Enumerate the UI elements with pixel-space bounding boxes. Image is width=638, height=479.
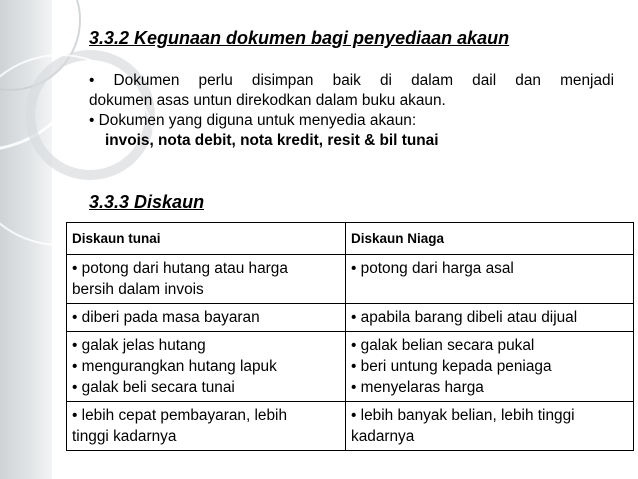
cell-text: • lebih banyak belian, lebih tinggi: [351, 407, 575, 424]
table-cell: [346, 304, 634, 332]
bullet-text-line: • Dokumen perlu disimpan baik di dalam dail dan menjadi: [89, 72, 614, 89]
table-cell: [67, 304, 346, 332]
cell-text: • galak jelas hutang: [72, 337, 206, 354]
cell-text: kadarnya: [351, 428, 415, 445]
cell-text: • mengurangkan hutang lapuk: [72, 358, 277, 375]
bullet-text-line: • Dokumen yang diguna untuk menyedia akaun:: [89, 112, 417, 129]
table-row: [67, 332, 634, 402]
section-heading-diskaun: 3.3.3 Diskaun: [89, 192, 205, 212]
table-row: [67, 255, 634, 304]
table-header-row: [67, 223, 634, 255]
cell-text: • potong dari harga asal: [351, 260, 514, 277]
bullet-item-dokumen-simpan: [89, 71, 614, 111]
cell-text: • potong dari hutang atau harga: [72, 260, 288, 277]
bullet-list: [89, 71, 614, 151]
table-row: [67, 402, 634, 451]
cell-text: • diberi pada masa bayaran: [72, 309, 260, 326]
cell-text: • beri untung kepada peniaga: [351, 358, 552, 375]
table-row: [67, 304, 634, 332]
table-cell: [346, 402, 634, 451]
cell-text: tinggi kadarnya: [72, 428, 177, 445]
bullet-item-dokumen-diguna: [89, 111, 614, 151]
table-cell: [67, 402, 346, 451]
table-cell: [346, 255, 634, 304]
discount-table: [66, 222, 634, 451]
table-cell: [67, 332, 346, 402]
column-header-diskaun-tunai: Diskaun tunai: [67, 223, 346, 255]
cell-text: • galak belian secara pukal: [351, 337, 535, 354]
cell-text: bersih dalam invois: [72, 281, 204, 298]
bullet-text-line: dokumen asas untun direkodkan dalam buku akaun.: [89, 92, 446, 109]
cell-text: • galak beli secara tunai: [72, 379, 235, 396]
documents-list: invois, nota debit, nota kredit, resit & bil tunai: [105, 132, 439, 149]
section-heading-kegunaan-dokumen: 3.3.2 Kegunaan dokumen bagi penyediaan akaun: [89, 28, 510, 48]
cell-text: • lebih cepat pembayaran, lebih: [72, 407, 288, 424]
column-header-diskaun-niaga: Diskaun Niaga: [346, 223, 634, 255]
cell-text: • menyelaras harga: [351, 379, 484, 396]
table-cell: [67, 255, 346, 304]
table-cell: [346, 332, 634, 402]
cell-text: • apabila barang dibeli atau dijual: [351, 309, 578, 326]
